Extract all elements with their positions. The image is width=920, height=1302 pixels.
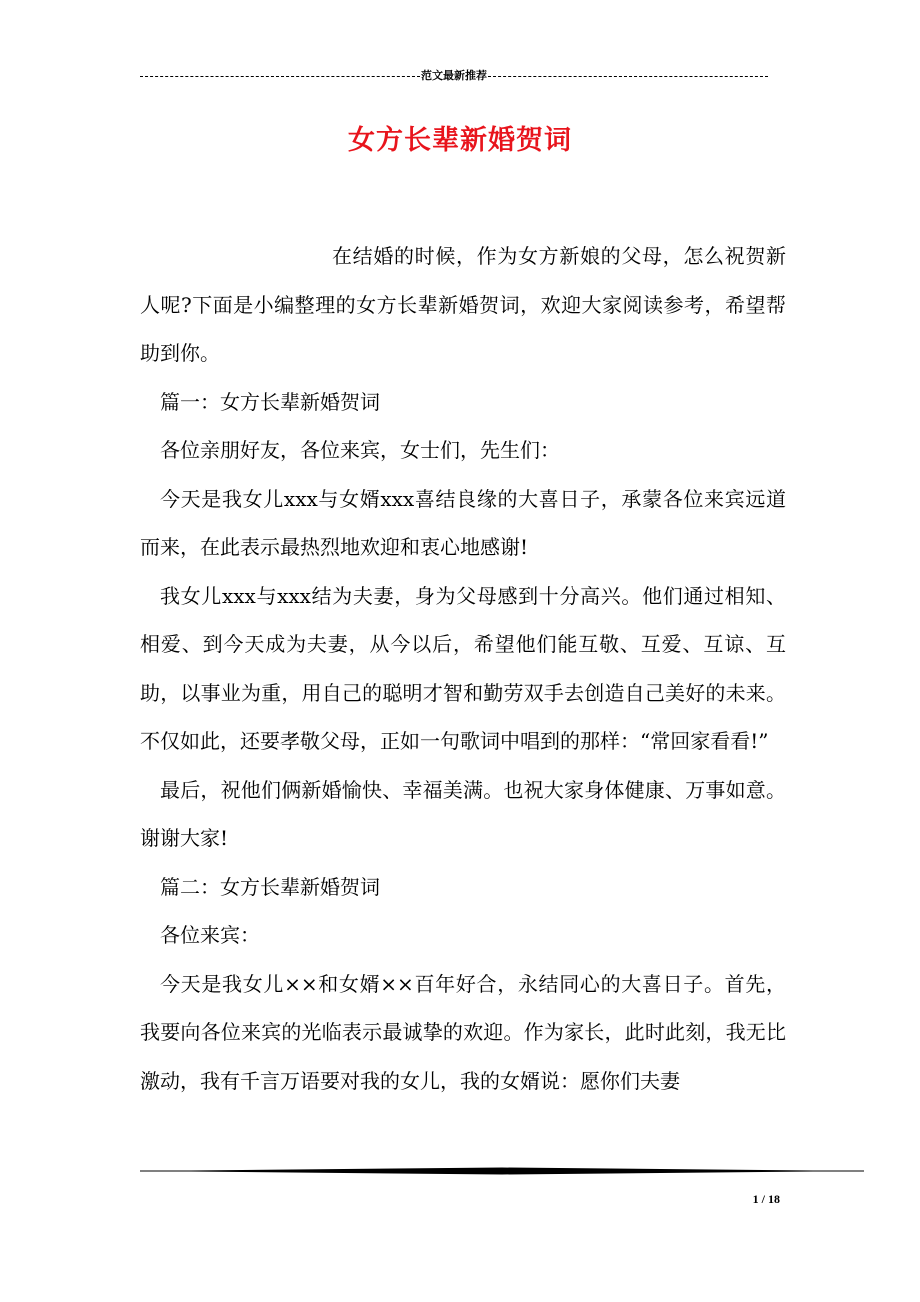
header-dashes-left <box>140 76 420 77</box>
page-current: 1 <box>752 1192 759 1206</box>
page-number <box>700 1192 780 1207</box>
header-dashes-right <box>488 76 768 77</box>
intro-paragraph: 在结婚的时候，作为女方新娘的父母，怎么祝贺新人呢?下面是小编整理的女方长辈新婚贺词，欢迎大家阅读参考，希望帮助到你。 <box>140 244 786 365</box>
page-total: 18 <box>768 1192 780 1206</box>
greeting-1: 各位亲朋好友，各位来宾，女士们，先生们： <box>160 438 560 462</box>
greeting-2: 各位来宾： <box>160 923 260 947</box>
body-paragraph: 我女儿xxx与xxx结为夫妻，身为父母感到十分高兴。他们通过相知、相爱、到今天成为夫妻，从今以后，希望他们能互敬、互爱、互谅、互助，以事业为重，用自己的聪明才智和勤劳双手去创造自己美好的未来。不仅如此，还要孝敬父母，正如一句歌词中唱到的那样：“常回家看看!” <box>140 583 786 753</box>
page-separator: / <box>761 1192 765 1206</box>
document-title: 女方长辈新婚贺词 <box>348 125 572 156</box>
footer-rule <box>140 1164 864 1178</box>
document-body <box>140 232 786 1105</box>
section-heading-1: 篇一：女方长辈新婚贺词 <box>160 389 380 414</box>
running-header <box>140 66 768 86</box>
body-paragraph: 今天是我女儿××和女婿××百年好合，永结同心的大喜日子。首先，我要向各位来宾的光临表示最诚挚的欢迎。作为家长，此时此刻，我无比激动，我有千言万语要对我的女儿，我的女婿说：愿你们夫妻 <box>140 971 786 1093</box>
section-heading-2: 篇二：女方长辈新婚贺词 <box>160 874 380 899</box>
body-paragraph: 最后，祝他们俩新婚愉快、幸福美满。也祝大家身体健康、万事如意。谢谢大家! <box>140 777 786 850</box>
header-label: 范文最新推荐 <box>421 70 487 82</box>
body-paragraph: 今天是我女儿xxx与女婿xxx喜结良缘的大喜日子，承蒙各位来宾远道而来，在此表示最热烈地欢迎和衷心地感谢! <box>140 486 786 559</box>
